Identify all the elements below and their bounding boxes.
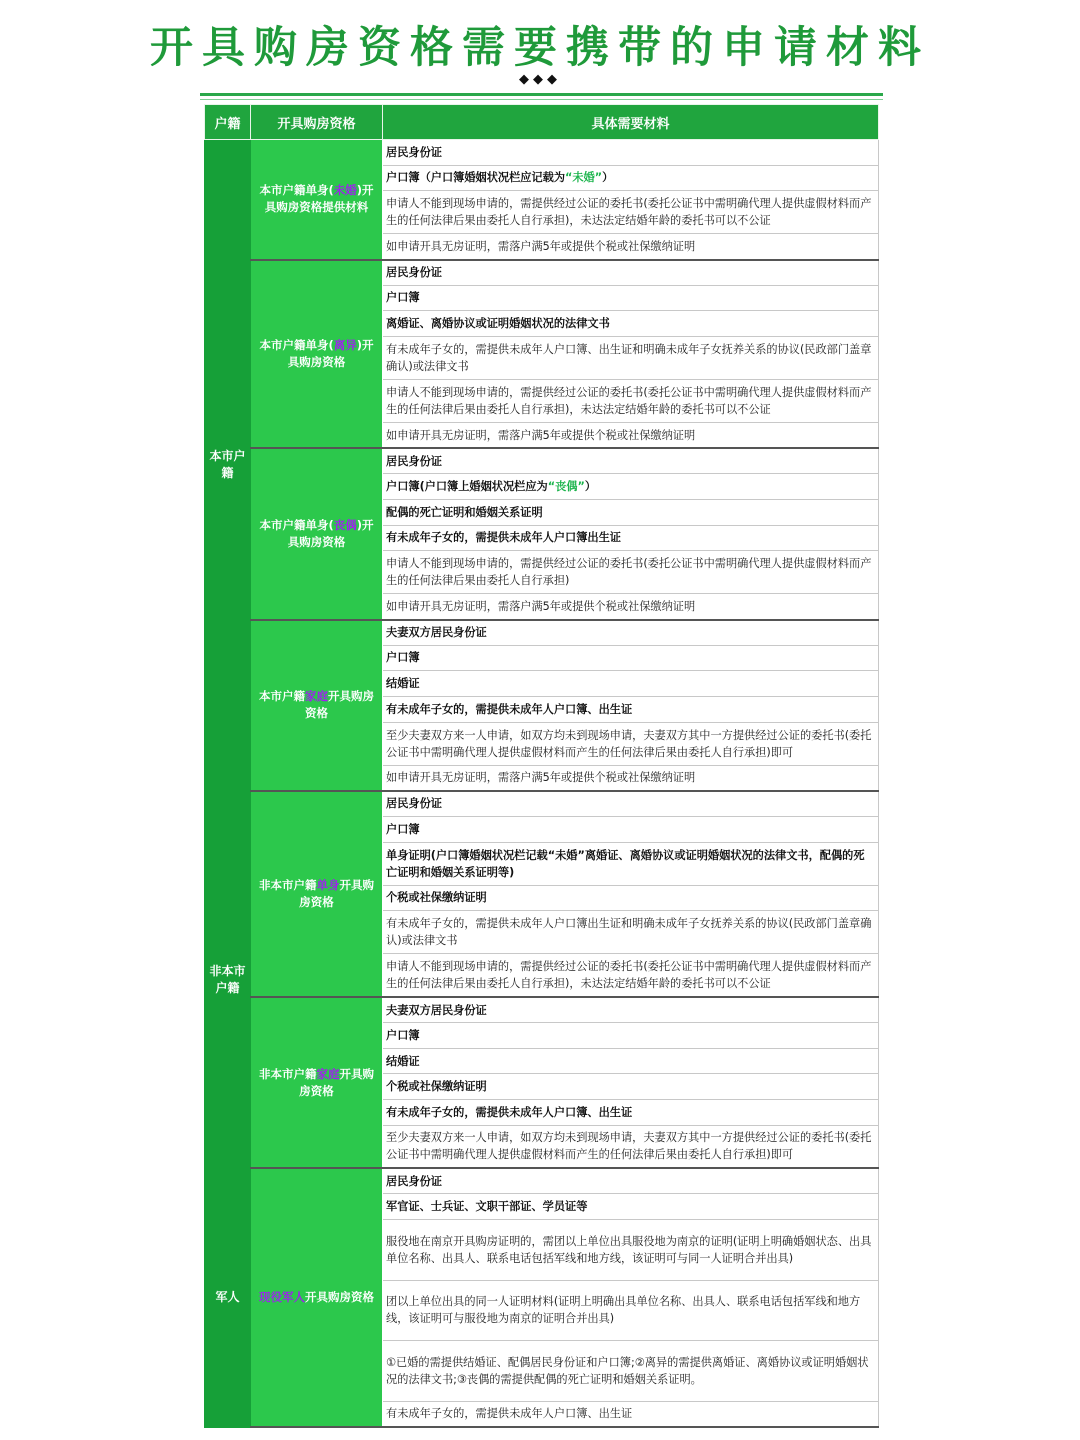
material-item (383, 1023, 879, 1049)
material-item (383, 140, 879, 166)
qualification-suffix: )开具购房资格 (287, 517, 374, 549)
material-text-end: ） (602, 171, 614, 185)
material-text: 户口簿 (386, 1028, 420, 1042)
material-item (383, 448, 879, 474)
material-item (383, 997, 879, 1023)
material-item (383, 1280, 879, 1341)
qualification-prefix: 本市户籍 (259, 689, 305, 704)
material-item (383, 911, 879, 954)
material-item (383, 765, 879, 791)
material-text: 如申请开具无房证明，需落户满5年或提供个税或社保缴纳证明 (386, 428, 696, 442)
material-text: 户口簿 (386, 822, 420, 836)
material-item (383, 165, 879, 191)
material-text: 户口簿(户口簿上婚姻状况栏应为 (386, 480, 548, 494)
material-text: 申请人不能到现场申请的，需提供经过公证的委托书(委托公证书中需明确代理人提供虚假材料而产生的任何法律后果由委托人自行承担)，未达法定结婚年龄的委托书可以不公证 (386, 197, 872, 228)
material-item (383, 842, 879, 885)
material-text: 如申请开具无房证明，需落户满5年或提供个税或社保缴纳证明 (386, 599, 696, 613)
material-item (383, 191, 879, 234)
table-row (205, 620, 879, 646)
material-text: 夫妻双方居民身份证 (386, 1003, 487, 1017)
material-text: 军官证、士兵证、文职干部证、学员证等 (386, 1200, 588, 1214)
qualification-cell (251, 997, 383, 1168)
material-item (383, 594, 879, 620)
qualification-cell (251, 140, 383, 260)
material-text: 至少夫妻双方来一人申请，如双方均未到现场申请，夫妻双方其中一方提供经过公证的委托书(委托公证书中需明确代理人提供虚假材料而产生的任何法律后果由委托人自行承担)即可 (386, 1131, 872, 1162)
title-ornament: ◆◆◆ (519, 72, 561, 87)
material-text: 户口簿（户口簿婚姻状况栏应记载为 (386, 171, 566, 185)
qualification-cell (251, 620, 383, 791)
huji-cell: 非本市户籍 (205, 791, 251, 1168)
material-text: 个税或社保缴纳证明 (386, 891, 487, 905)
material-item (383, 1220, 879, 1281)
material-item (383, 380, 879, 423)
material-text: 如申请开具无房证明，需落户满5年或提供个税或社保缴纳证明 (386, 239, 696, 253)
material-item (383, 1048, 879, 1074)
material-text: 夫妻双方居民身份证 (386, 626, 487, 640)
material-text: 有未成年子女的，需提供未成年人户口簿出生证 (386, 531, 621, 545)
qualification-cell (251, 448, 383, 619)
huji-cell: 军人 (205, 1168, 251, 1427)
qualification-status: 现役军人 (259, 1290, 305, 1305)
material-item (383, 1194, 879, 1220)
material-text: 申请人不能到现场申请的，需提供经过公证的委托书(委托公证书中需明确代理人提供虚假材料而产生的任何法律后果由委托人自行承担)，未达法定结婚年龄的委托书可以不公证 (386, 960, 872, 991)
material-item (383, 1401, 879, 1427)
qualification-prefix: 非本市户籍 (259, 1066, 317, 1081)
title-divider-thin (200, 99, 883, 100)
qualification-suffix: 开具购房资格 (305, 1290, 374, 1305)
material-text: 居民身份证 (386, 266, 442, 280)
material-text: 居民身份证 (386, 454, 442, 468)
qualification-status: 家庭 (316, 1066, 340, 1081)
material-item (383, 671, 879, 697)
material-item (383, 1100, 879, 1126)
material-text-end: ） (584, 480, 597, 494)
material-item (383, 885, 879, 911)
material-item (383, 260, 879, 286)
material-text: 户口簿 (386, 651, 420, 665)
material-item (383, 474, 879, 500)
table-row (205, 997, 879, 1023)
material-item (383, 791, 879, 817)
material-item (383, 645, 879, 671)
material-text: 结婚证 (386, 1054, 420, 1068)
material-item (383, 1125, 879, 1168)
material-text: 有未成年子女的，需提供未成年人户口簿、出生证 (386, 1105, 633, 1119)
table-row (205, 448, 879, 474)
material-item (383, 620, 879, 646)
qualification-suffix: 开具购房资格 (305, 689, 374, 721)
qualification-status: 未婚 (333, 183, 357, 198)
material-text: 有未成年子女的，需提供未成年人户口簿出生证和明确未成年子女抚养关系的协议(民政部门盖章确认)或法律文书 (386, 917, 872, 948)
qualification-status: 丧偶 (333, 517, 357, 532)
material-item (383, 551, 879, 594)
material-quote: “未婚” (565, 171, 603, 185)
table-header-row (205, 105, 879, 140)
material-item (383, 954, 879, 997)
material-text: 户口簿 (386, 291, 420, 305)
qualification-status: 家庭 (305, 689, 328, 704)
qualification-prefix: 本市户籍单身( (259, 183, 334, 198)
material-text: 离婚证、离婚协议或证明婚姻状况的法律文书 (386, 317, 610, 331)
material-item (383, 500, 879, 526)
material-item (383, 423, 879, 449)
material-text: 服役地在南京开具购房证明的，需团以上单位出具服役地为南京的证明(证明上明确婚姻状态、出具单位名称、出具人、联系电话包括军线和地方线，该证明可与同一人证明合并出具) (386, 1234, 872, 1265)
title-divider (200, 93, 883, 96)
qualification-prefix: 非本市户籍 (259, 877, 317, 892)
qualification-prefix: 本市户籍单身( (259, 517, 334, 532)
material-text: 有未成年子女的，需提供未成年人户口簿、出生证和明确未成年子女抚养关系的协议(民政部门盖章确认)或法律文书 (386, 342, 872, 373)
material-text: 申请人不能到现场申请的，需提供经过公证的委托书(委托公证书中需明确代理人提供虚假材料而产生的任何法律后果由委托人自行承担)，未达法定结婚年龄的委托书可以不公证 (386, 386, 872, 417)
materials-table (204, 104, 879, 1428)
material-text: 单身证明(户口簿婚姻状况栏记载“未婚”离婚证、离婚协议或证明婚姻状况的法律文书，配偶的死亡证明和婚姻关系证明等) (386, 848, 865, 879)
material-text: 至少夫妻双方来一人申请，如双方均未到现场申请，夫妻双方其中一方提供经过公证的委托书(委托公证书中需明确代理人提供虚假材料而产生的任何法律后果由委托人自行承担)即可 (386, 728, 872, 759)
material-item (383, 696, 879, 722)
qualification-suffix: )开具购房资格 (287, 337, 374, 369)
material-text: 居民身份证 (386, 1174, 442, 1188)
qualification-prefix: 本市户籍单身( (259, 337, 334, 352)
material-text: 居民身份证 (386, 145, 442, 159)
material-text: 配偶的死亡证明和婚姻关系证明 (386, 505, 543, 519)
material-text: 有未成年子女的，需提供未成年人户口簿、出生证 (386, 1407, 633, 1421)
material-item (383, 1168, 879, 1194)
qualification-status: 离异 (333, 337, 357, 352)
header-qualification: 开具购房资格 (251, 105, 383, 140)
material-text: 居民身份证 (386, 797, 442, 811)
qualification-cell (251, 260, 383, 449)
material-item (383, 234, 879, 260)
material-item (383, 1074, 879, 1100)
material-item (383, 311, 879, 337)
material-item (383, 285, 879, 311)
material-item (383, 816, 879, 842)
material-text: ①已婚的需提供结婚证、配偶居民身份证和户口簿;②离异的需提供离婚证、离婚协议或证明婚姻状况的法律文书;③丧偶的需提供配偶的死亡证明和婚姻关系证明。 (386, 1355, 869, 1386)
qualification-suffix: 开具购房资格 (299, 1066, 374, 1098)
table-row (205, 140, 879, 166)
table-row (205, 260, 879, 286)
material-item (383, 722, 879, 765)
qualification-suffix: 开具购房资格 (299, 877, 374, 909)
qualification-status: 单身 (316, 877, 340, 892)
table-row (205, 1168, 879, 1194)
material-text: 结婚证 (386, 677, 420, 691)
qualification-cell (251, 1168, 383, 1427)
qualification-suffix: )开具购房资格提供材料 (264, 183, 374, 215)
material-text: 有未成年子女的，需提供未成年人户口簿、出生证 (386, 702, 633, 716)
page-title: 开具购房资格需要携带的申请材料 (150, 23, 930, 73)
material-text: 申请人不能到现场申请的，需提供经过公证的委托书(委托公证书中需明确代理人提供虚假材料而产生的任何法律后果由委托人自行承担) (386, 557, 872, 588)
table-row (205, 791, 879, 817)
huji-cell: 本市户籍 (205, 140, 251, 791)
qualification-cell (251, 791, 383, 997)
header-huji: 户籍 (205, 105, 251, 140)
header-materials: 具体需要材料 (383, 105, 879, 140)
material-text: 个税或社保缴纳证明 (386, 1080, 487, 1094)
material-item (383, 525, 879, 551)
material-quote: “丧偶” (547, 480, 585, 494)
material-item (383, 1341, 879, 1402)
material-text: 团以上单位出具的同一人证明材料(证明上明确出具单位名称、出具人、联系电话包括军线和地方线，该证明可与服役地为南京的证明合并出具) (386, 1295, 861, 1326)
material-item (383, 336, 879, 379)
material-text: 如申请开具无房证明，需落户满5年或提供个税或社保缴纳证明 (386, 771, 696, 785)
